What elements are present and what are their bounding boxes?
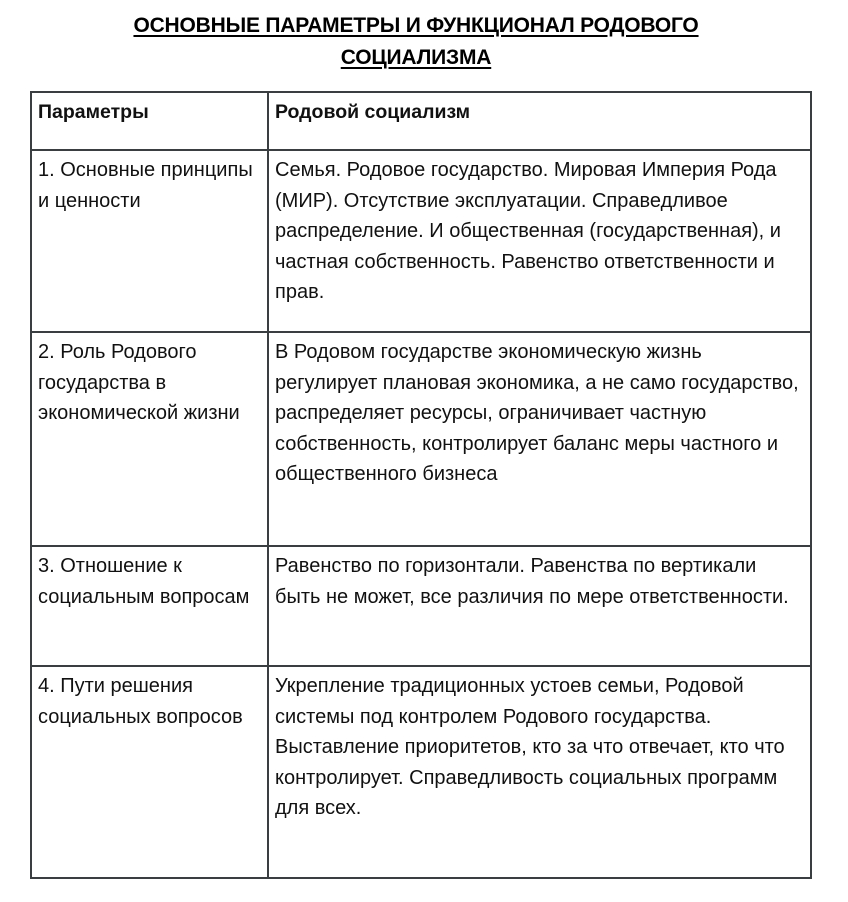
- table-header-row: [31, 92, 811, 150]
- value-text: Равенство по горизонтали. Равенства по вертикали быть не может, все различия по мере ответственности.: [275, 555, 789, 608]
- column-header-parameters: [31, 92, 268, 150]
- value-cell: [268, 666, 811, 878]
- parameter-cell: [31, 150, 268, 332]
- parameter-text: 2. Роль Родового государства в экономической жизни: [38, 341, 240, 424]
- parameter-text: 4. Пути решения социальных вопросов: [38, 675, 243, 728]
- document-title-line-2: СОЦИАЛИЗМА: [340, 46, 492, 69]
- table-row: [31, 546, 811, 666]
- table-row: [31, 332, 811, 546]
- table-row: [31, 666, 811, 878]
- document-title-line-1: ОСНОВНЫЕ ПАРАМЕТРЫ И ФУНКЦИОНАЛ РОДОВОГО: [133, 14, 699, 37]
- parameter-cell: [31, 546, 268, 666]
- column-header-rodovoy-socialism: [268, 92, 811, 150]
- column-header-rodovoy-socialism-label: Родовой социализм: [275, 101, 471, 123]
- value-cell: [268, 150, 811, 332]
- value-text: Семья. Родовое государство. Мировая Империя Рода (МИР). Отсутствие эксплуатации. Справедливое распределение. И общественная (государственная), и частная собственность. Равенство ответственности и прав.: [275, 159, 781, 303]
- value-text: В Родовом государстве экономическую жизнь регулирует плановая экономика, а не само государство, распределяет ресурсы, ограничивает частную собственность, контролирует баланс меры частного и общественного бизнеса: [275, 341, 799, 485]
- parameter-text: 1. Основные принципы и ценности: [38, 159, 253, 212]
- parameter-text: 3. Отношение к социальным вопросам: [38, 555, 250, 608]
- value-cell: [268, 332, 811, 546]
- parameter-cell: [31, 332, 268, 546]
- parameters-table: [30, 91, 812, 879]
- column-header-parameters-label: Параметры: [38, 101, 149, 123]
- document-title: [0, 10, 832, 74]
- value-text: Укрепление традиционных устоев семьи, Родовой системы под контролем Родового государства. Выставление приоритетов, кто за что отвечает, кто что контролирует. Справедливость социальных программ для всех.: [275, 675, 785, 819]
- table-row: [31, 150, 811, 332]
- parameter-cell: [31, 666, 268, 878]
- value-cell: [268, 546, 811, 666]
